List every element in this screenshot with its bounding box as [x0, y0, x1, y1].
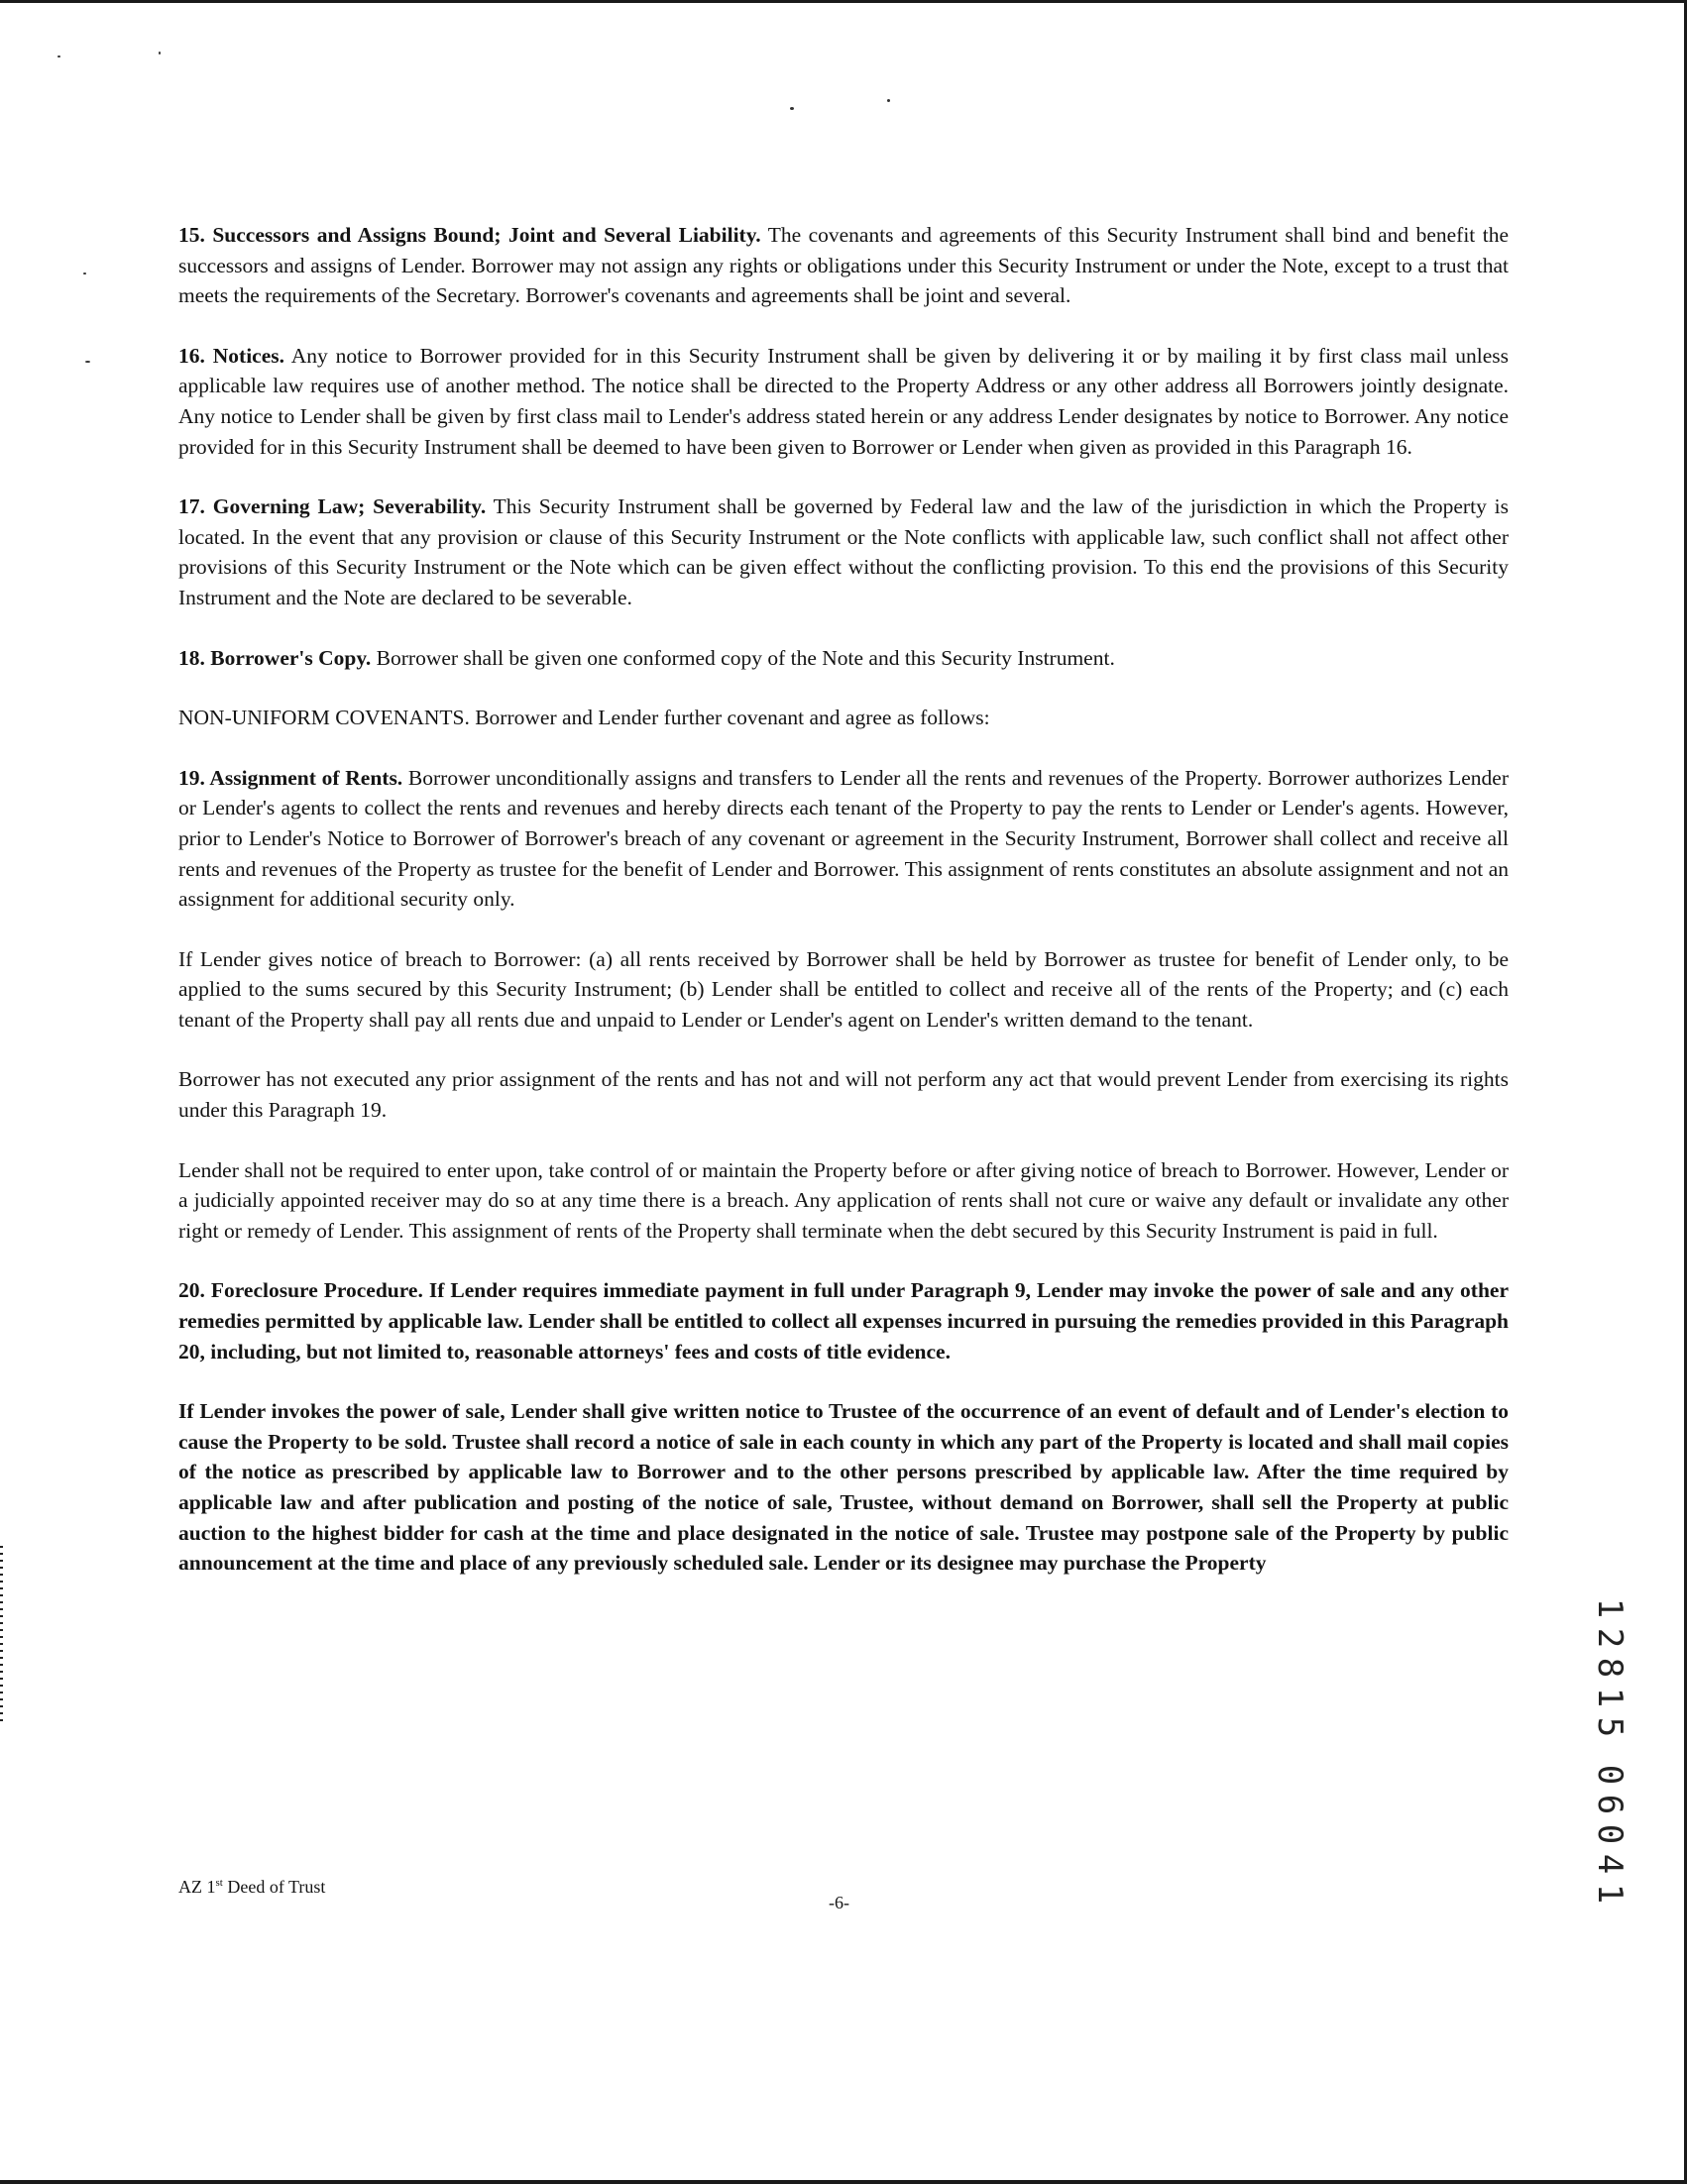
side-digit: 2: [1589, 1627, 1630, 1649]
paragraph-19: [178, 763, 1509, 915]
document-body: [178, 220, 1509, 1608]
side-digit: 6: [1589, 1794, 1630, 1815]
paragraph-heading: 20. Foreclosure Procedure.: [178, 1278, 423, 1303]
non-uniform-covenants: [178, 703, 1509, 733]
side-digit: 1: [1589, 1597, 1630, 1619]
scan-edge-marks: [0, 1546, 3, 1724]
scan-speck: [159, 52, 161, 55]
paragraph-heading: 15. Successors and Assigns Bound; Joint and Several Liability.: [178, 223, 761, 247]
page-number: -6-: [829, 1893, 849, 1912]
paragraph-20-power-of-sale: [178, 1396, 1509, 1579]
side-recording-number: [1590, 1593, 1630, 1909]
footer-form-sup: st: [215, 1877, 223, 1889]
footer-form-suffix: Deed of Trust: [222, 1877, 326, 1897]
paragraph-20: [178, 1275, 1509, 1366]
side-digit: 4: [1589, 1853, 1630, 1875]
paragraph-19-prior-assignment: [178, 1064, 1509, 1125]
footer-form-name: [178, 1877, 325, 1898]
paragraph-text: The covenants and agreements of this Security Instrument shall bind and benefit the successors and assigns of Lender. Borrower may not assign any rights or obligations under this Security Instrument or under the Note, except to a trust that meets the requirements of the Secretary. Borrower's covenants and agreements shall be joint and several.: [178, 223, 1509, 308]
paragraph-text: Borrower shall be given one conformed copy of the Note and this Security Instrument.: [376, 645, 1115, 670]
scan-speck: [83, 273, 86, 274]
paragraph-text: If Lender gives notice of breach to Borrower: (a) all rents received by Borrower shall be held by Borrower as trustee for benefit of Lender only, to be applied to the sums secured by this Security Instrument; (b) Lender shall be entitled to collect and receive all of the rents of the Property; and (c) each tenant of the Property shall pay all rents due and unpaid to Lender or Lender's agent on Lender's written demand to the tenant.: [178, 946, 1509, 1032]
side-digit: 1: [1589, 1687, 1630, 1708]
page-border-bottom: [0, 2180, 1687, 2184]
footer-form-prefix: AZ 1: [178, 1877, 216, 1897]
paragraph-18: [178, 643, 1509, 674]
side-digit: 8: [1589, 1657, 1630, 1679]
paragraph-text: Borrower unconditionally assigns and transfers to Lender all the rents and revenues of the Property. Borrower authorizes Lender or Lender's agents to collect the rents and revenues and hereby directs each tenant of the Property to pay the rents to Lender or Lender's agents. However, prior to Lender's Notice to Borrower of Borrower's breach of any covenant or agreement in the Security Instrument, Borrower shall collect and receive all rents and revenues of the Property as trustee for the benefit of Lender and Borrower. This assignment of rents constitutes an absolute assignment and not an assignment for additional security only.: [178, 765, 1509, 912]
paragraph-17: [178, 491, 1509, 612]
scan-speck: [790, 107, 794, 110]
paragraph-16: [178, 341, 1509, 462]
paragraph-text: Any notice to Borrower provided for in this Security Instrument shall be given by delivering it or by mailing it by first class mail unless applicable law requires use of another method. The notice shall be directed to the Property Address or any other address all Borrowers jointly designate. Any notice to Lender shall be given by first class mail to Lender's address stated herein or any address Lender designates by notice to Borrower. Any notice provided for in this Security Instrument shall be deemed to have been given to Borrower or Lender when given as provided in this Paragraph 16.: [178, 343, 1509, 459]
paragraph-15: [178, 220, 1509, 311]
side-digit: 5: [1589, 1716, 1630, 1738]
paragraph-19-breach: [178, 944, 1509, 1036]
scan-speck: [887, 99, 890, 102]
paragraph-text: If Lender invokes the power of sale, Lender shall give written notice to Trustee of the occurrence of an event of default and of Lender's election to cause the Property to be sold. Trustee shall record a notice of sale in each county in which any part of the Property is located and shall mail copies of the notice as prescribed by applicable law to Borrower and to the other persons prescribed by applicable law. After the time required by applicable law and after publication and posting of the notice of sale, Trustee, without demand on Borrower, shall sell the Property at public auction to the highest bidder for cash at the time and place designated in the notice of sale. Trustee may postpone sale of the Property by public announcement at the time and place of any previously scheduled sale. Lender or its designee may purchase the Property: [178, 1399, 1509, 1576]
side-digit: 1: [1589, 1883, 1630, 1905]
paragraph-heading: 16. Notices.: [178, 343, 284, 368]
side-digit: 0: [1589, 1764, 1630, 1786]
scan-speck: [57, 55, 60, 57]
paragraph-text: Borrower has not executed any prior assignment of the rents and has not and will not perform any act that would prevent Lender from exercising its rights under this Paragraph 19.: [178, 1067, 1509, 1123]
paragraph-19-lender-control: [178, 1155, 1509, 1247]
paragraph-text: If Lender requires immediate payment in full under Paragraph 9, Lender may invoke the power of sale and any other remedies permitted by applicable law. Lender shall be entitled to collect all expenses incurred in pursuing the remedies provided in this Paragraph 20, including, but not limited to, reasonable attorneys' fees and costs of title evidence.: [178, 1278, 1510, 1364]
scan-speck: [85, 361, 90, 363]
paragraph-heading: 17. Governing Law; Severability.: [178, 494, 487, 519]
side-digit: 0: [1589, 1823, 1630, 1845]
paragraph-text: This Security Instrument shall be governed by Federal law and the law of the jurisdiction in which the Property is located. In the event that any provision or clause of this Security Instrument or the Note conflicts with applicable law, such conflict shall not affect other provisions of this Security Instrument or the Note which can be given effect without the conflicting provision. To this end the provisions of this Security Instrument and the Note are declared to be severable.: [178, 494, 1509, 609]
paragraph-text: NON-UNIFORM COVENANTS. Borrower and Lender further covenant and agree as follows:: [178, 706, 990, 730]
page-border-top: [0, 0, 1687, 3]
paragraph-heading: 18. Borrower's Copy.: [178, 645, 372, 670]
paragraph-heading: 19. Assignment of Rents.: [178, 765, 403, 790]
paragraph-text: Lender shall not be required to enter upon, take control of or maintain the Property before or after giving notice of breach to Borrower. However, Lender or a judicially appointed receiver may do so at any time there is a breach. Any application of rents shall not cure or waive any default or invalidate any other right or remedy of Lender. This assignment of rents of the Property shall terminate when the debt secured by this Security Instrument is paid in full.: [178, 1157, 1509, 1243]
